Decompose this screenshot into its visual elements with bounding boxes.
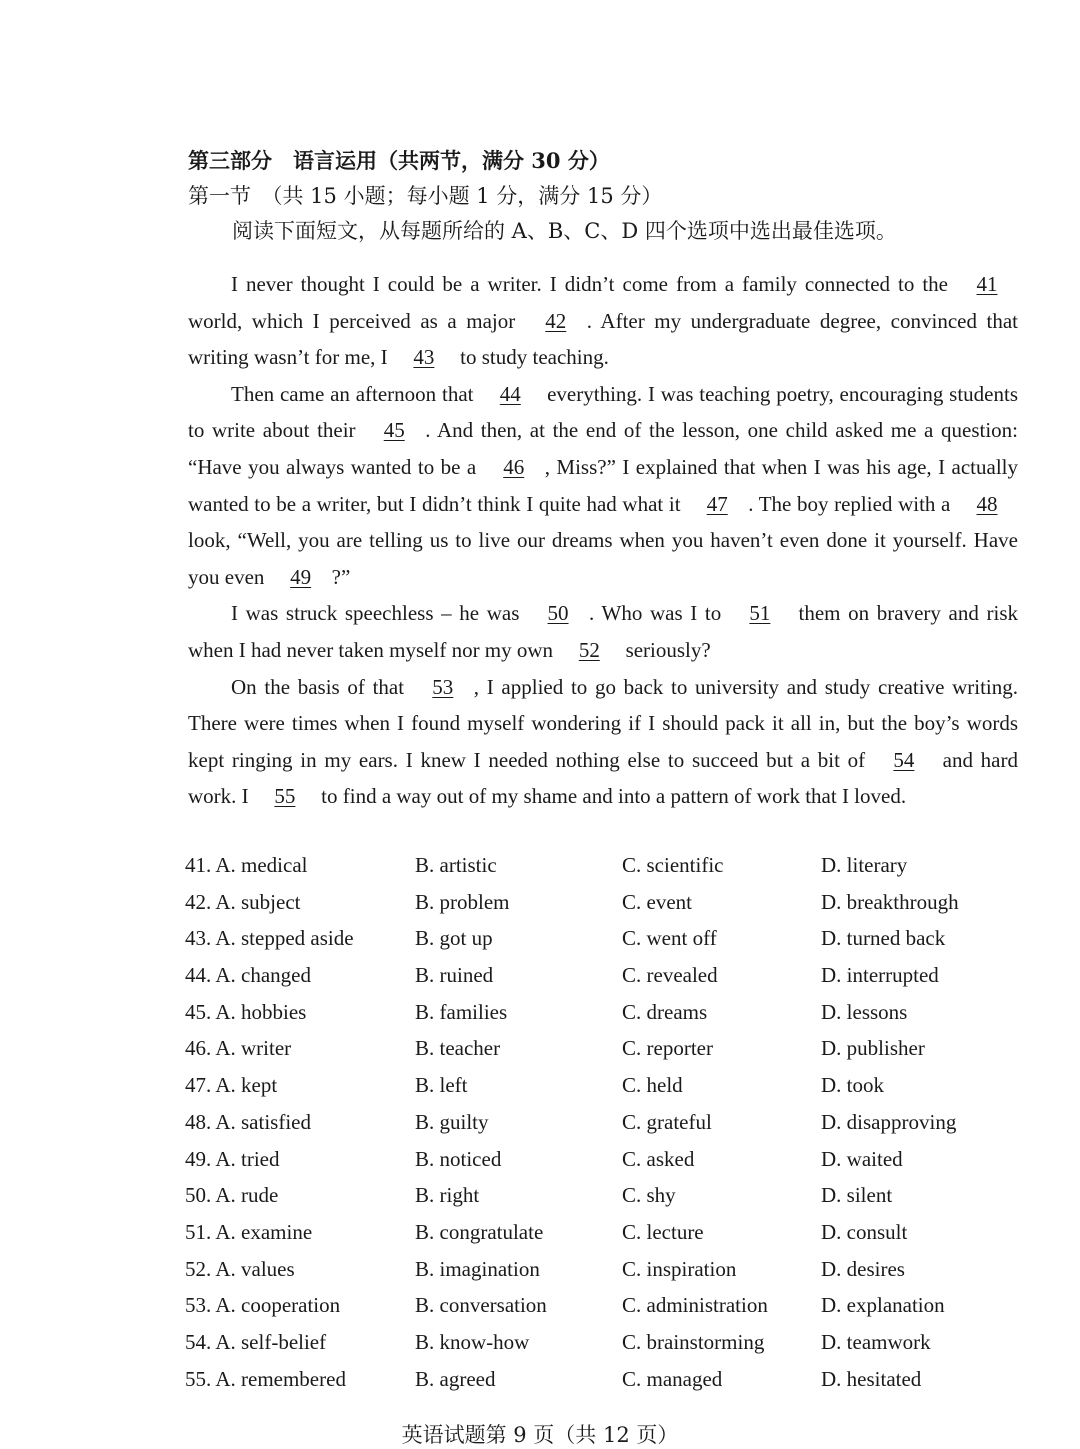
option-b: B. agreed <box>415 1366 496 1391</box>
cloze-blank: 48 <box>976 491 998 516</box>
passage-text: . After my undergraduate degree, convinced that writing wasn’t for me, I <box>188 308 1018 370</box>
option-c: C. reporter <box>622 1036 713 1061</box>
option-row <box>185 926 1015 963</box>
option-c: C. brainstorming <box>622 1329 765 1354</box>
option-row <box>185 963 1015 1000</box>
option-a: 45. A. hobbies <box>185 999 307 1024</box>
cloze-blank: 41 <box>976 272 998 296</box>
option-a: 53. A. cooperation <box>185 1293 341 1318</box>
passage-paragraph <box>188 266 1018 376</box>
option-a: 47. A. kept <box>185 1073 278 1098</box>
option-c: C. held <box>622 1073 683 1098</box>
passage-text: , Miss?” I explained that when I was his age, I actually wanted to be a writer, but I didn’t think I quite had what it <box>188 454 1018 516</box>
cloze-blank: 50 <box>547 601 569 626</box>
option-row <box>185 1293 1015 1330</box>
option-b: B. conversation <box>415 1293 547 1318</box>
option-a: 41. A. medical <box>185 853 308 877</box>
passage-text: . And then, at the end of the lesson, one child asked me a question: “Have you always wanted to be a <box>188 418 1018 479</box>
option-row <box>185 853 1015 890</box>
option-row <box>185 1147 1015 1184</box>
passage-text: , I applied to go back to university and study creative writing. There were times when I found myself wondering if I should pack it all in, but the boy’s words kept ringing in my ears. I knew I needed nothing else to succeed but a bit of <box>188 674 1018 772</box>
option-d: D. disapproving <box>821 1109 957 1134</box>
option-c: C. shy <box>622 1183 676 1208</box>
option-b: B. noticed <box>415 1146 502 1171</box>
option-row <box>185 1367 1015 1404</box>
option-d: D. explanation <box>821 1293 945 1318</box>
option-d: D. teamwork <box>821 1329 931 1354</box>
passage-text: seriously? <box>620 637 711 662</box>
passage-text: . The boy replied with a <box>748 491 956 516</box>
option-b: B. imagination <box>415 1256 540 1281</box>
option-c: C. dreams <box>622 999 708 1024</box>
cloze-blank: 51 <box>749 601 771 626</box>
cloze-passage <box>188 266 1018 815</box>
cloze-blank: 49 <box>290 564 312 589</box>
passage-text: I never thought I could be a writer. I didn’t come from a family connected to the <box>231 272 956 296</box>
cloze-blank: 43 <box>413 345 435 370</box>
option-c: C. administration <box>622 1293 768 1318</box>
option-row <box>185 1183 1015 1220</box>
passage-paragraph <box>188 669 1018 815</box>
passage-paragraph <box>188 595 1018 668</box>
cloze-blank: 47 <box>706 491 728 516</box>
cloze-blank: 55 <box>274 784 296 809</box>
option-d: D. literary <box>821 853 908 877</box>
page-footer: 英语试题第 9 页（共 12 页） <box>401 1423 679 1447</box>
option-d: D. desires <box>821 1256 905 1281</box>
option-row <box>185 1220 1015 1257</box>
cloze-blank: 42 <box>545 308 567 333</box>
option-a: 55. A. remembered <box>185 1366 346 1391</box>
cloze-blank: 45 <box>383 418 405 443</box>
option-b: B. right <box>415 1183 480 1208</box>
cloze-blank: 53 <box>432 674 454 699</box>
passage-text: to find a way out of my shame and into a pattern of work that I loved. <box>315 784 907 809</box>
instruction-text: 阅读下面短文，从每题所给的 A、B、C、D 四个选项中选出最佳选项。 <box>232 219 897 243</box>
option-b: B. guilty <box>415 1109 489 1134</box>
option-d: D. interrupted <box>821 963 939 988</box>
passage-text: them on bravery and risk when I had never taken myself nor my own <box>188 601 1018 662</box>
option-b: B. left <box>415 1073 468 1098</box>
option-b: B. got up <box>415 926 493 951</box>
answer-options <box>185 853 1015 1403</box>
option-a: 42. A. subject <box>185 889 301 914</box>
option-a: 51. A. examine <box>185 1219 313 1244</box>
option-c: C. revealed <box>622 963 718 988</box>
option-b: B. families <box>415 999 508 1024</box>
option-a: 46. A. writer <box>185 1036 292 1061</box>
option-b: B. teacher <box>415 1036 501 1061</box>
option-b: B. congratulate <box>415 1219 544 1244</box>
option-row <box>185 890 1015 927</box>
passage-paragraph <box>188 376 1018 596</box>
passage-text: look, “Well, you are telling us to live our dreams when you haven’t even done it yourself. Have you even <box>188 528 1018 589</box>
option-a: 49. A. tried <box>185 1146 280 1171</box>
option-d: D. publisher <box>821 1036 925 1061</box>
option-d: D. waited <box>821 1146 903 1171</box>
option-c: C. went off <box>622 926 717 951</box>
option-a: 50. A. rude <box>185 1183 279 1208</box>
option-a: 54. A. self-belief <box>185 1329 327 1354</box>
option-row <box>185 1330 1015 1367</box>
option-d: D. lessons <box>821 999 908 1024</box>
option-a: 52. A. values <box>185 1256 295 1281</box>
cloze-blank: 44 <box>499 381 521 406</box>
passage-text: I was struck speechless – he was <box>231 601 528 626</box>
option-c: C. scientific <box>622 853 724 877</box>
option-d: D. silent <box>821 1183 893 1208</box>
passage-text: everything. I was teaching poetry, encouraging students to write about their <box>188 381 1018 443</box>
option-row <box>185 1000 1015 1037</box>
passage-text: world, which I perceived as a major <box>188 308 525 333</box>
passage-text: Then came an afternoon that <box>231 381 480 406</box>
option-d: D. consult <box>821 1219 908 1244</box>
option-b: B. ruined <box>415 963 494 988</box>
option-b: B. know-how <box>415 1329 530 1354</box>
option-a: 43. A. stepped aside <box>185 926 354 951</box>
option-a: 48. A. satisfied <box>185 1109 311 1134</box>
option-d: D. took <box>821 1073 884 1098</box>
option-c: C. asked <box>622 1146 695 1171</box>
option-b: B. artistic <box>415 853 497 877</box>
option-row <box>185 1110 1015 1147</box>
option-c: C. grateful <box>622 1109 712 1134</box>
option-d: D. hesitated <box>821 1366 922 1391</box>
option-row <box>185 1073 1015 1110</box>
passage-text: and hard work. I <box>188 747 1018 809</box>
passage-text: . Who was I to <box>589 601 729 626</box>
option-c: C. managed <box>622 1366 723 1391</box>
part-title: 第三部分 语言运用（共两节，满分 30 分） <box>188 148 610 173</box>
option-row <box>185 1257 1015 1294</box>
option-row <box>185 1036 1015 1073</box>
cloze-blank: 46 <box>503 454 525 479</box>
option-d: D. turned back <box>821 926 946 951</box>
passage-text: to study teaching. <box>454 345 609 370</box>
option-c: C. inspiration <box>622 1256 737 1281</box>
option-c: C. event <box>622 889 692 914</box>
option-c: C. lecture <box>622 1219 704 1244</box>
passage-text: On the basis of that <box>231 674 412 699</box>
passage-text: ?” <box>331 564 351 589</box>
cloze-blank: 52 <box>578 637 600 662</box>
option-b: B. problem <box>415 889 510 914</box>
cloze-blank: 54 <box>893 747 915 772</box>
option-a: 44. A. changed <box>185 963 311 988</box>
option-d: D. breakthrough <box>821 889 959 914</box>
section-title: 第一节 （共 15 小题；每小题 1 分，满分 15 分） <box>188 184 663 208</box>
